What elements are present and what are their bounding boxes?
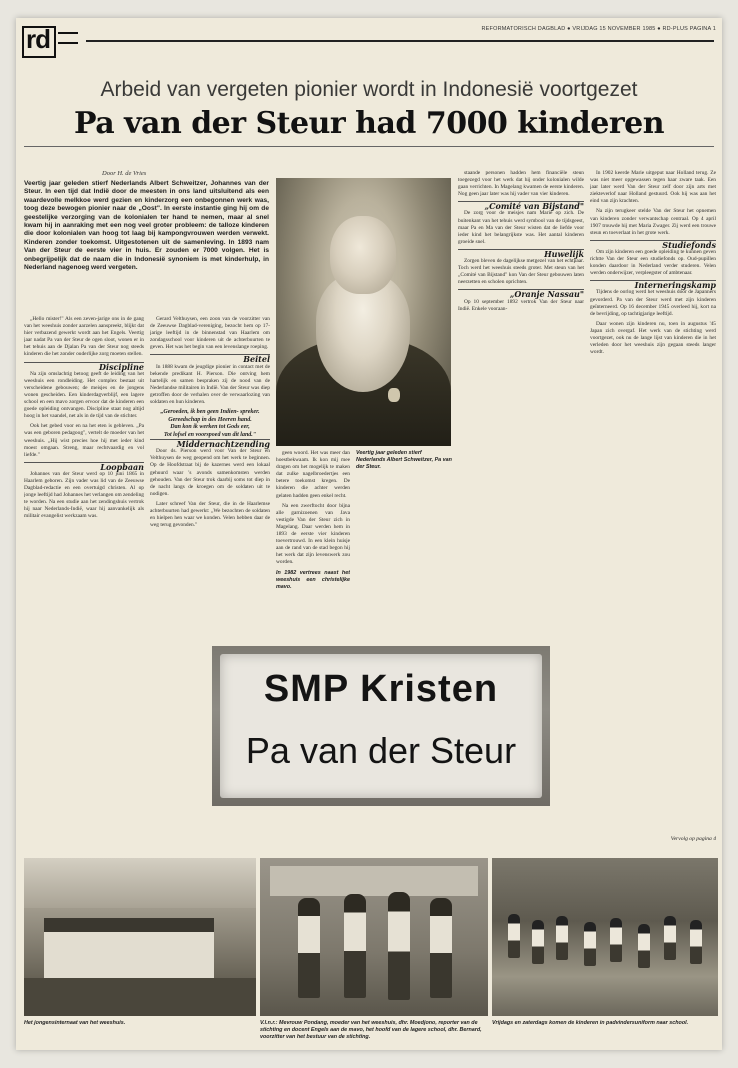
- photo2-caption: V.l.n.r.: Mevrouw Pondang, moeder van het weeshuis, dhr. Moedjono, reporter van de stichting en docent Engels aan de mavo, het hoofd van de lagere school, dhr. Bernard, voorzitter van het bestuur van de stichting.: [260, 1020, 482, 1040]
- portrait-photo: [276, 178, 451, 446]
- photo3-caption: Vrijdags en zaterdags komen de kinderen in padvindersuniform naar school.: [492, 1020, 689, 1026]
- column-paragraph: Tijdens de oorlog werd het weeshuis door de Japanners gevorderd. Pa van der Steur werd met zijn kinderen geïnterneerd. Op 16 december 1945 overleed hij, kort na de bevrijding, op tachtigjarige leeftijd.: [590, 289, 716, 317]
- child-figure: [584, 922, 596, 966]
- column-paragraph: geen woord. Het was meer dan hoestbekwaam. Ik kon mij mee dragen om het mogelijk te maken dat zulke nagelbroedertjes een betere toekomst kregen. De kinderen die achter werden gelaten hadden geen enkel recht.: [276, 450, 350, 499]
- sign-board: [220, 654, 542, 798]
- children-scouts-photo: [492, 858, 718, 1016]
- column-paragraph: De zorg voor de meisjes nam Marie op zich. De buitenkant van het tehuis werd symbool van de tijdsgeest, maar Pa en Ma van der Steur wisten dat de liefde voor ieder kind het belangrijkste was. Het aantal kinderen groeide snel.: [458, 210, 584, 245]
- column-paragraph: Johannes van der Steur werd op 10 juni 1865 in Haarlem geboren. Zijn vader was lid van de Zeeuwse Dagblad-redactie en een overtuigd christen. Al op jonge leeftijd had Johannes het verlangen om zendeling te worden. Na een studie aan het zendingshuis vertrok hij naar Nederlands-Indië, waar hij aanvankelijk als militair evangelist werkzaam was.: [24, 470, 144, 520]
- section-heading-loopbaan: Loopbaan: [24, 462, 144, 471]
- column-paragraph: „Hello mister!" Als een zeven-jarige ons in de gang van het weeshuis zonder aarzelen aanspreekt, blijkt dat hier verbazend gewerkt wordt aan het Engels. Veertig jaar nadat Pa van der Steur de ogen sloot, wonen er in het tehuis aan de Djalan Pa van der Steur nog steeds kinderen die het zonder ouderlijke zorg moeten stellen.: [24, 316, 144, 358]
- column-paragraph: Ook het gebed voor en na het eten is gebleven. „Pa was een geboren pedagoog", vertelt de moeder van het weeshuis. „Hij wist precies hoe hij met ieder kind moest omgaan. Streng, maar rechtvaardig en vol liefde.": [24, 423, 144, 458]
- person-figure: [388, 892, 410, 1000]
- newspaper-page: [16, 18, 722, 1050]
- orphanage-building-photo: [24, 858, 256, 1016]
- column-paragraph: Om zijn kinderen een goede opleiding te kunnen geven richtte Van der Steur een studiefonds op. Oud-pupillen konden daardoor in Nederland verder studeren. Velen werden onderwijzer, verpleegster of ambtenaar.: [590, 248, 716, 277]
- quote-line: Tot lofsel en voorspoed van dit land.": [163, 431, 257, 438]
- rd-logo: [22, 26, 80, 56]
- headline-title: Pa van der Steur had 7000 kinderen: [73, 106, 665, 141]
- section-heading-middernacht: Middernachtzending: [150, 439, 270, 448]
- logo-text: rd: [26, 24, 50, 54]
- column-paragraph: Door ds. Pierson werd voor Van der Steur en Velthuysen de weg geopend om het werk te beginnen. Op de Hoofdstraat bij de kazernes werd een lokaal gehuurd waar 's avonds samenkomsten werden gehouden. Van der Steur trok daarbij soms tot diep in de nacht langs de kroegen om de soldaten uit te nodigen.: [150, 448, 270, 497]
- sign-note-caption: In 1982 vertrees naast het weeshuis een christelijke mavo.: [276, 569, 350, 590]
- quote-line: „Geroeden, ik ben geen Indien- spreker.: [160, 409, 260, 416]
- column-3: [276, 450, 350, 636]
- column-paragraph: In 1888 kwam de jeugdige pionier in contact met de bekende predikant H. Pierson. Die ontving hem hartelijk en samen bespraken zij de nood van de Nederlandse militairen in Indië. Van der Steur was diep getroffen door de verhalen over de verwaarlozing van soldaten en hun kinderen.: [150, 363, 270, 406]
- headline-kicker: Arbeid van vergeten pionier wordt in Indonesië voortgezet: [100, 78, 638, 101]
- column-2: [150, 316, 270, 642]
- column-paragraph: Daar wonen zijn kinderen nu, toen in augustus '45 Japan zich overgaf. Het werk van de stichting werd voortgezet, ook nu de lange lijst van kinderen die in het verleden door het weeshuis zijn gegaan steeds langer wordt.: [590, 320, 716, 356]
- section-heading-oranje: „Oranje Nassau": [458, 289, 584, 298]
- column-paragraph: In 1902 keerde Marie uitgeput naar Holland terug. Ze was niet meer opgewassen tegen haar zware taak. Een jaar later werd Van der Steur zelf door zijn arts met ziekteverlof naar Holland gestuurd. Ook hij was aan het eind van zijn krachten.: [590, 170, 716, 205]
- child-figure: [556, 916, 568, 960]
- column-paragraph: Na zijn terugkeer stelde Van der Steur het opnemen van kinderen zonder verwantschap centraal. Op 4 april 1907 trouwde hij met Maria Zwager. Zij werd een trouwe steun en toeverlaat in het grote werk.: [590, 208, 716, 236]
- column-1: [24, 316, 144, 854]
- column-paragraph: Op 10 september 1892 vertrok Van der Steur naar Indië. Enkele vooraan-: [458, 298, 584, 312]
- child-figure: [664, 916, 676, 960]
- column-paragraph: Gerard Velthuysen, een zoon van de voorzitter van de Zeeuwse Dagblad-vereniging, bezocht hem op 17-jarige leeftijd in de binnenstad van Haarlem om zondagsschool voor kinderen uit de achterbuurten te geven. Het was het begin van een levenslange roeping.: [150, 316, 270, 351]
- sign-line-1: SMP Kristen: [263, 668, 499, 710]
- child-figure: [638, 924, 650, 968]
- headline-rule: [24, 146, 714, 147]
- medal-icon: [388, 388, 400, 402]
- photo1-caption: Het jongensinternaat van het weeshuis.: [24, 1020, 126, 1026]
- column-paragraph: staande personen hadden hem financiële steun toegezegd voor het werk dat hij onder kolonialen wilde gaan verrichten. In Magelang kwamen de eerste kinderen. Nog geen jaar later was hij vader van vier kinderen.: [458, 170, 584, 198]
- intro-paragraph: Veertig jaar geleden stierf Nederlands Albert Schweitzer, Johannes van der Steur. In een tijd dat Indië door de meesten in ons land uitsluitend als een waardevolle melkkoe werd gezien en kinderzorg een onbegonnen werk was, toog deze bewogen pionier naar de „Oost". In eerste instantie ging hij om de geestelijke verzorging van de kolonialen ter hand te nemen, maar al snel kwam hij in aanraking met een nog veel groter probleem: de talloze kinderen die door kolonialen van hoog tot laag bij kampongvrouwen werden verwekt. Kinderen zonder toekomst. Uitgestotenen uit de samenleving. In 1893 nam Van der Steur de eerste vier in huis. Er zouden er 7000 volgen. Het is onbegrijpelijk dat de naam die in Indonesië synoniem is met kinderhulp, in Nederland nagenoeg werd vergeten.: [24, 180, 269, 272]
- pull-quote: [150, 409, 270, 439]
- person-figure: [344, 894, 366, 998]
- column-paragraph: Zorgen bleven de dagelijkse metgezel van het echtpaar. Toch werd het weeshuis steeds groter. Met steun van het „Comité van Bijstand" kon Van der Steur gebouwen laten neerzetten en scholen oprichten.: [458, 258, 584, 286]
- byline: Door H. de Vries: [102, 170, 147, 177]
- header-meta: REFORMATORISCH DAGBLAD ● VRIJDAG 15 NOVEMBER 1985 ● RD-PLUS PAGINA 1: [481, 26, 716, 32]
- section-heading-beitel: Beitel: [150, 354, 270, 363]
- ground: [24, 978, 256, 1016]
- wall-shape: [270, 866, 478, 896]
- section-heading-interneringskamp: Interneringskamp: [590, 280, 716, 289]
- sky: [24, 858, 256, 908]
- column-paragraph: Na een zwerftocht door bijna alle garnizoenen van Java vestigde Van der Steur zich in Magelang. Daar werden hem in 1893 de eerste vier kinderen toevertrouwd. In een klein huisje aan de rand van de stad begon hij het werk dat zijn levenswerk zou worden.: [276, 502, 350, 566]
- column-5: [590, 170, 716, 830]
- person-figure: [430, 898, 452, 998]
- section-heading-huwelijk: Huwelijk: [458, 249, 584, 258]
- logo-lines-icon: [58, 32, 78, 34]
- person-figure: [298, 898, 320, 998]
- section-heading-discipline: Discipline: [24, 362, 144, 371]
- school-sign-photo: [212, 646, 550, 806]
- portrait-caption: Veertig jaar geleden stierf Nederlands Albert Schweitzer, Pa van der Steur.: [356, 450, 452, 470]
- column-paragraph: Later schreef Van der Steur, die in de Haarlemse achterbuurten had gewerkt: „We bezochten de soldaten en hielpen hen waar we konden. Velen hebben daar de weg terug gevonden.": [150, 500, 270, 529]
- portrait-head: [330, 216, 396, 294]
- section-heading-comite: „Comité van Bijstand": [458, 201, 584, 210]
- header-rule: [86, 40, 714, 42]
- continuation-note: Vervolg op pagina 4: [670, 836, 716, 842]
- column-4: [458, 170, 584, 638]
- sign-line-2: Pa van der Steur: [245, 730, 517, 771]
- section-heading-studiefonds: Studiefonds: [590, 240, 716, 249]
- child-figure: [690, 920, 702, 964]
- staff-group-photo: [260, 858, 488, 1016]
- quote-line: Gereedschap in des Heeren hand.: [168, 416, 252, 423]
- child-figure: [532, 920, 544, 964]
- child-figure: [610, 918, 622, 962]
- column-paragraph: Na zijn omslachtig betoog geeft de leiding van het weeshuis een rondleiding. Het complex bestaat uit verscheidene gebouwen; de meisjes en de jongens wonen gescheiden. Een kinderdagverblijf, een lagere school en een mavo zorgen ervoor dat de kinderen een goede opleiding ontvangen. Discipline staat nog altijd hoog in het vaandel, net als in de tijd van de stichter.: [24, 370, 144, 420]
- quote-line: Dan kon ik werken tot Gods eer,: [170, 424, 250, 431]
- child-figure: [508, 914, 520, 958]
